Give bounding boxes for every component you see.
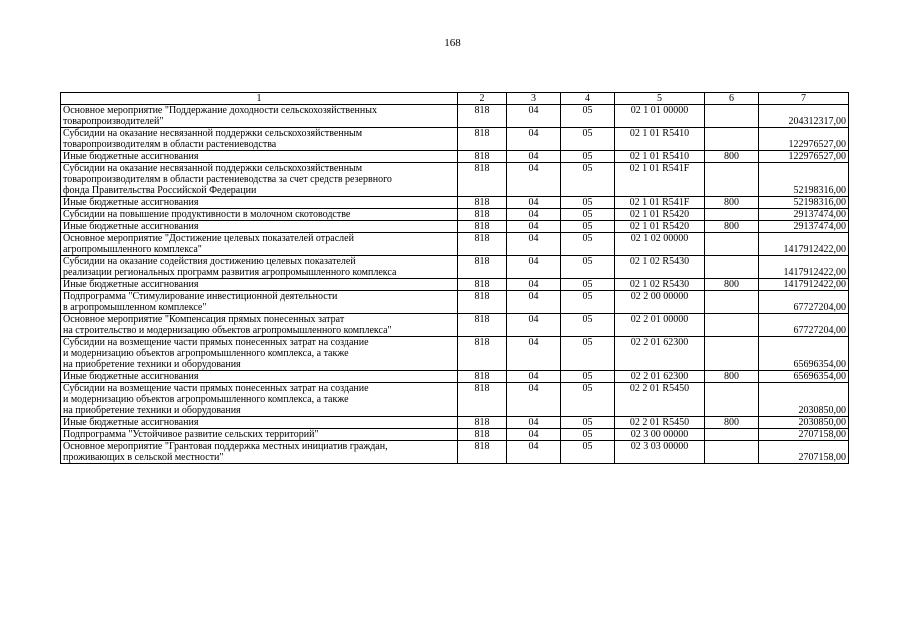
subsection-code-cell: 05 bbox=[561, 105, 615, 128]
row-name-cell: Подпрограмма "Устойчивое развитие сельских территорий" bbox=[61, 429, 458, 441]
table-header-row bbox=[61, 93, 849, 105]
amount-cell: 204312317,00 bbox=[759, 105, 849, 128]
amount-cell: 29137474,00 bbox=[759, 221, 849, 233]
target-article-cell: 02 1 01 R5420 bbox=[615, 209, 705, 221]
subsection-code-cell: 05 bbox=[561, 279, 615, 291]
ministry-code-cell: 818 bbox=[458, 314, 507, 337]
amount-cell: 29137474,00 bbox=[759, 209, 849, 221]
target-article-cell: 02 3 03 00000 bbox=[615, 441, 705, 464]
table-row bbox=[61, 197, 849, 209]
table-row bbox=[61, 429, 849, 441]
target-article-cell: 02 1 01 00000 bbox=[615, 105, 705, 128]
column-header-2: 2 bbox=[458, 93, 507, 105]
amount-cell: 52198316,00 bbox=[759, 163, 849, 197]
row-name-cell: Подпрограмма "Стимулирование инвестиционной деятельности в агропромышленном комплексе" bbox=[61, 291, 458, 314]
table-row bbox=[61, 221, 849, 233]
section-code-cell: 04 bbox=[507, 209, 561, 221]
target-article-cell: 02 1 01 R5420 bbox=[615, 221, 705, 233]
row-name-cell: Иные бюджетные ассигнования bbox=[61, 371, 458, 383]
ministry-code-cell: 818 bbox=[458, 233, 507, 256]
amount-cell: 2030850,00 bbox=[759, 383, 849, 417]
amount-cell: 122976527,00 bbox=[759, 151, 849, 163]
subsection-code-cell: 05 bbox=[561, 256, 615, 279]
subsection-code-cell: 05 bbox=[561, 383, 615, 417]
row-name-cell: Субсидии на оказание несвязанной поддержки сельскохозяйственным товаропроизводителям в области растениеводства за счет средств резервного фонда Правительства Российской Федерации bbox=[61, 163, 458, 197]
section-code-cell: 04 bbox=[507, 371, 561, 383]
row-name-cell: Иные бюджетные ассигнования bbox=[61, 221, 458, 233]
table-row bbox=[61, 383, 849, 417]
subsection-code-cell: 05 bbox=[561, 209, 615, 221]
section-code-cell: 04 bbox=[507, 279, 561, 291]
expense-type-cell bbox=[705, 163, 759, 197]
amount-cell: 1417912422,00 bbox=[759, 256, 849, 279]
table-row bbox=[61, 256, 849, 279]
ministry-code-cell: 818 bbox=[458, 128, 507, 151]
target-article-cell: 02 1 02 R5430 bbox=[615, 279, 705, 291]
table-row bbox=[61, 105, 849, 128]
table-row bbox=[61, 291, 849, 314]
target-article-cell: 02 2 01 00000 bbox=[615, 314, 705, 337]
table-row bbox=[61, 314, 849, 337]
section-code-cell: 04 bbox=[507, 441, 561, 464]
ministry-code-cell: 818 bbox=[458, 291, 507, 314]
amount-cell: 67727204,00 bbox=[759, 291, 849, 314]
row-name-cell: Иные бюджетные ассигнования bbox=[61, 417, 458, 429]
ministry-code-cell: 818 bbox=[458, 221, 507, 233]
table-row bbox=[61, 441, 849, 464]
expense-type-cell bbox=[705, 314, 759, 337]
subsection-code-cell: 05 bbox=[561, 417, 615, 429]
subsection-code-cell: 05 bbox=[561, 314, 615, 337]
amount-cell: 1417912422,00 bbox=[759, 233, 849, 256]
expense-type-cell: 800 bbox=[705, 221, 759, 233]
section-code-cell: 04 bbox=[507, 256, 561, 279]
target-article-cell: 02 2 01 62300 bbox=[615, 337, 705, 371]
expense-type-cell: 800 bbox=[705, 417, 759, 429]
target-article-cell: 02 1 01 R5410 bbox=[615, 128, 705, 151]
section-code-cell: 04 bbox=[507, 105, 561, 128]
expense-type-cell: 800 bbox=[705, 279, 759, 291]
target-article-cell: 02 2 01 62300 bbox=[615, 371, 705, 383]
column-header-4: 4 bbox=[561, 93, 615, 105]
target-article-cell: 02 1 02 00000 bbox=[615, 233, 705, 256]
section-code-cell: 04 bbox=[507, 197, 561, 209]
amount-cell: 52198316,00 bbox=[759, 197, 849, 209]
amount-cell: 2707158,00 bbox=[759, 429, 849, 441]
table-row bbox=[61, 233, 849, 256]
ministry-code-cell: 818 bbox=[458, 429, 507, 441]
ministry-code-cell: 818 bbox=[458, 256, 507, 279]
row-name-cell: Иные бюджетные ассигнования bbox=[61, 151, 458, 163]
row-name-cell: Субсидии на возмещение части прямых понесенных затрат на создание и модернизацию объектов агропромышленного комплекса, а также на приобретение техники и оборудования bbox=[61, 337, 458, 371]
row-name-cell: Основное мероприятие "Поддержание доходности сельскохозяйственных товаропроизводителей" bbox=[61, 105, 458, 128]
table-row bbox=[61, 151, 849, 163]
target-article-cell: 02 2 01 R5450 bbox=[615, 383, 705, 417]
target-article-cell: 02 1 01 R5410 bbox=[615, 151, 705, 163]
amount-cell: 2030850,00 bbox=[759, 417, 849, 429]
subsection-code-cell: 05 bbox=[561, 197, 615, 209]
subsection-code-cell: 05 bbox=[561, 291, 615, 314]
expense-type-cell bbox=[705, 209, 759, 221]
amount-cell: 65696354,00 bbox=[759, 371, 849, 383]
column-header-6: 6 bbox=[705, 93, 759, 105]
row-name-cell: Основное мероприятие "Грантовая поддержка местных инициатив граждан, проживающих в сельской местности" bbox=[61, 441, 458, 464]
ministry-code-cell: 818 bbox=[458, 209, 507, 221]
row-name-cell: Субсидии на оказание несвязанной поддержки сельскохозяйственным товаропроизводителям в области растениеводства bbox=[61, 128, 458, 151]
expense-type-cell bbox=[705, 429, 759, 441]
table-row bbox=[61, 337, 849, 371]
section-code-cell: 04 bbox=[507, 337, 561, 371]
table-row bbox=[61, 128, 849, 151]
row-name-cell: Субсидии на оказание содействия достижению целевых показателей реализации региональных программ развития агропромышленного комплекса bbox=[61, 256, 458, 279]
expense-type-cell bbox=[705, 233, 759, 256]
expense-type-cell: 800 bbox=[705, 197, 759, 209]
subsection-code-cell: 05 bbox=[561, 371, 615, 383]
target-article-cell: 02 1 02 R5430 bbox=[615, 256, 705, 279]
ministry-code-cell: 818 bbox=[458, 197, 507, 209]
expense-type-cell bbox=[705, 128, 759, 151]
expense-type-cell bbox=[705, 256, 759, 279]
section-code-cell: 04 bbox=[507, 221, 561, 233]
section-code-cell: 04 bbox=[507, 233, 561, 256]
ministry-code-cell: 818 bbox=[458, 371, 507, 383]
table-row bbox=[61, 209, 849, 221]
ministry-code-cell: 818 bbox=[458, 163, 507, 197]
expense-type-cell bbox=[705, 441, 759, 464]
column-header-3: 3 bbox=[507, 93, 561, 105]
target-article-cell: 02 3 00 00000 bbox=[615, 429, 705, 441]
table-row bbox=[61, 417, 849, 429]
section-code-cell: 04 bbox=[507, 291, 561, 314]
row-name-cell: Основное мероприятие "Компенсация прямых понесенных затрат на строительство и модернизацию объектов агропромышленного комплекса" bbox=[61, 314, 458, 337]
amount-cell: 1417912422,00 bbox=[759, 279, 849, 291]
column-header-1: 1 bbox=[61, 93, 458, 105]
target-article-cell: 02 2 00 00000 bbox=[615, 291, 705, 314]
target-article-cell: 02 1 01 R541F bbox=[615, 163, 705, 197]
subsection-code-cell: 05 bbox=[561, 151, 615, 163]
amount-cell: 67727204,00 bbox=[759, 314, 849, 337]
row-name-cell: Основное мероприятие "Достижение целевых показателей отраслей агропромышленного комплекса" bbox=[61, 233, 458, 256]
budget-table bbox=[60, 92, 849, 464]
section-code-cell: 04 bbox=[507, 163, 561, 197]
target-article-cell: 02 1 01 R541F bbox=[615, 197, 705, 209]
subsection-code-cell: 05 bbox=[561, 337, 615, 371]
column-header-5: 5 bbox=[615, 93, 705, 105]
table-row bbox=[61, 163, 849, 197]
expense-type-cell bbox=[705, 105, 759, 128]
ministry-code-cell: 818 bbox=[458, 383, 507, 417]
section-code-cell: 04 bbox=[507, 417, 561, 429]
ministry-code-cell: 818 bbox=[458, 441, 507, 464]
amount-cell: 122976527,00 bbox=[759, 128, 849, 151]
row-name-cell: Иные бюджетные ассигнования bbox=[61, 197, 458, 209]
row-name-cell: Субсидии на повышение продуктивности в молочном скотоводстве bbox=[61, 209, 458, 221]
subsection-code-cell: 05 bbox=[561, 429, 615, 441]
amount-cell: 2707158,00 bbox=[759, 441, 849, 464]
expense-type-cell: 800 bbox=[705, 151, 759, 163]
expense-type-cell: 800 bbox=[705, 371, 759, 383]
ministry-code-cell: 818 bbox=[458, 417, 507, 429]
section-code-cell: 04 bbox=[507, 383, 561, 417]
table-row bbox=[61, 279, 849, 291]
ministry-code-cell: 818 bbox=[458, 279, 507, 291]
amount-cell: 65696354,00 bbox=[759, 337, 849, 371]
subsection-code-cell: 05 bbox=[561, 128, 615, 151]
target-article-cell: 02 2 01 R5450 bbox=[615, 417, 705, 429]
row-name-cell: Субсидии на возмещение части прямых понесенных затрат на создание и модернизацию объектов агропромышленного комплекса, а также на приобретение техники и оборудования bbox=[61, 383, 458, 417]
column-header-7: 7 bbox=[759, 93, 849, 105]
section-code-cell: 04 bbox=[507, 128, 561, 151]
ministry-code-cell: 818 bbox=[458, 337, 507, 371]
section-code-cell: 04 bbox=[507, 151, 561, 163]
expense-type-cell bbox=[705, 337, 759, 371]
subsection-code-cell: 05 bbox=[561, 221, 615, 233]
subsection-code-cell: 05 bbox=[561, 163, 615, 197]
ministry-code-cell: 818 bbox=[458, 105, 507, 128]
table-row bbox=[61, 371, 849, 383]
subsection-code-cell: 05 bbox=[561, 233, 615, 256]
expense-type-cell bbox=[705, 383, 759, 417]
section-code-cell: 04 bbox=[507, 429, 561, 441]
expense-type-cell bbox=[705, 291, 759, 314]
page-number: 168 bbox=[444, 37, 461, 49]
ministry-code-cell: 818 bbox=[458, 151, 507, 163]
subsection-code-cell: 05 bbox=[561, 441, 615, 464]
section-code-cell: 04 bbox=[507, 314, 561, 337]
row-name-cell: Иные бюджетные ассигнования bbox=[61, 279, 458, 291]
